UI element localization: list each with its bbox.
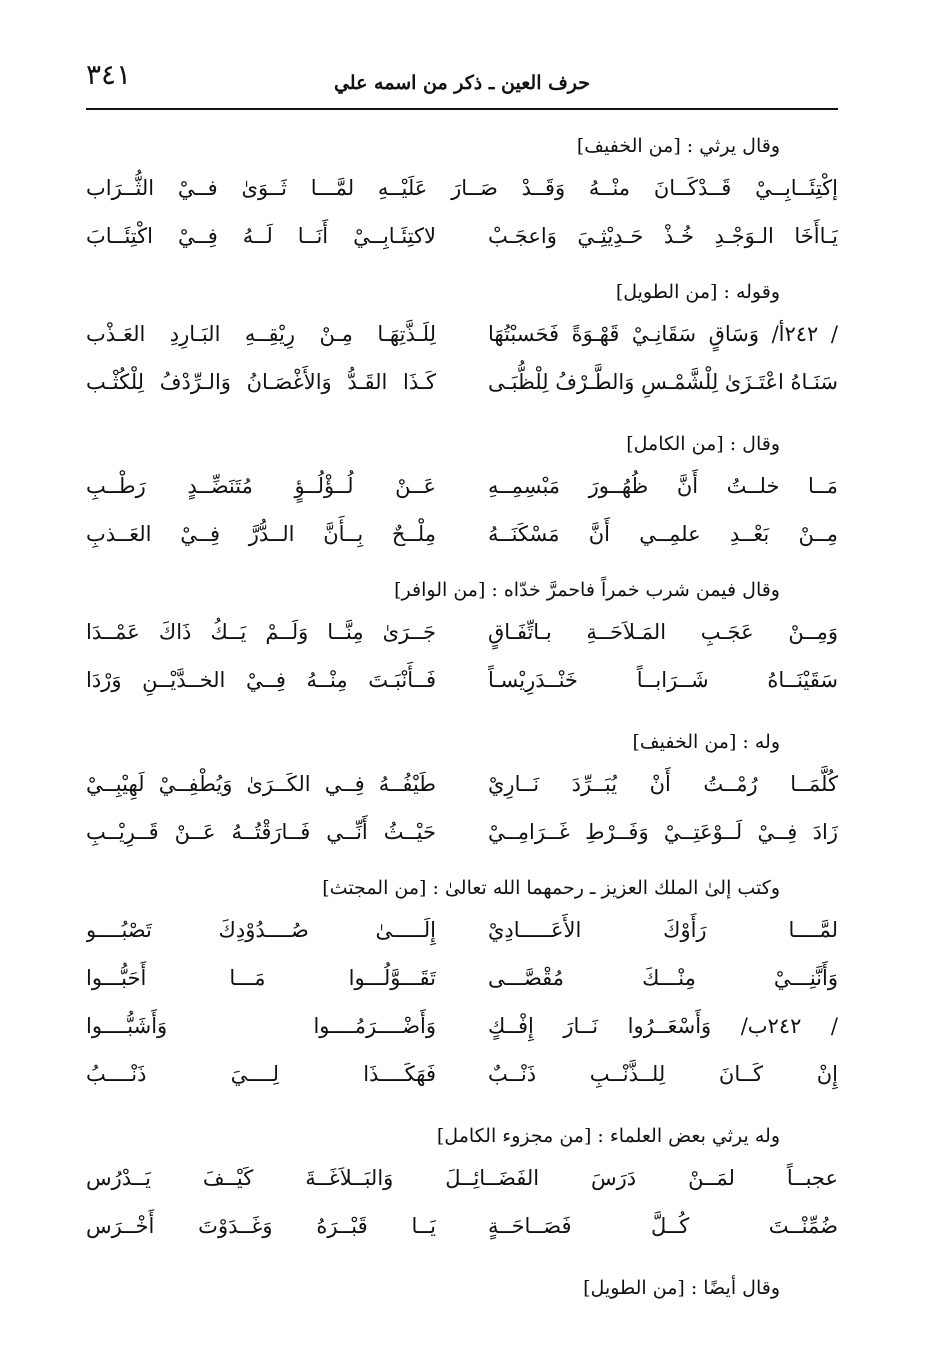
verse-first-hemistich: مِــنْ بَعْــدِ علمِــي أَنَّ مَسْكَنَــهُ: [488, 522, 838, 546]
verse-second-hemistich: يَــا قَبْــرَهُ وَغَــدَوْتَ أَخْــرَس: [86, 1214, 436, 1238]
verse-second-hemistich: مِلْــحٌ بِــأَنَّ الــدُّرَّ فِــيْ العَــذبِ: [86, 522, 436, 546]
verse-first-hemistich: / ٢٤٢ب/ وَأَسْعَــرُوا نَــارَ إِفْــكٍ: [488, 1014, 838, 1038]
verse-line: [86, 164, 838, 212]
header-rule: [86, 108, 838, 110]
verse-first-hemistich: إِنْ كَــانَ لِلــذَّنْــبِ ذَنْــبٌ: [488, 1062, 838, 1086]
verse-second-hemistich: تَقَـــوَّلُـــوا مَـــا أَحَبُّـــوا: [86, 966, 436, 990]
verse-line: [86, 510, 838, 558]
verse-line: [86, 1002, 838, 1050]
verse-first-hemistich: لمَّــــا رَأَوْكَ الأَعَـــــادِيْ: [488, 918, 838, 942]
poem-intro: وقوله : [من الطويل]: [615, 281, 780, 303]
poem-intro: وله : [من الخفيف]: [632, 731, 780, 753]
verse-line: [86, 656, 838, 704]
verse-second-hemistich: كَـذَا القَـدُّ وَالأَغْصَـانُ وَالـرِّدْفُ لِلْكُثْـب: [86, 370, 436, 394]
poem-intro: وقال : [من الكامل]: [626, 433, 780, 455]
verse-line: [86, 906, 838, 954]
verse-line: [86, 1202, 838, 1250]
verse-second-hemistich: طَيْفُــهُ فِــي الكَــرَىٰ وَيُطْفِــيْ لَهِيْبِــيْ: [86, 772, 436, 796]
verse-second-hemistich: عَــنْ لُــؤْلُــؤٍ مُتَنَضِّــدٍ رَطْــبِ: [86, 474, 436, 498]
verse-first-hemistich: كُلَّمَــا رُمْــتُ أَنْ يُبَــرِّدَ نَــارِيْ: [488, 772, 838, 796]
verse-line: [86, 358, 838, 406]
verse-second-hemistich: فَهَكَــــذَا لِــــيَ ذَنْــــبُ: [86, 1062, 436, 1086]
verse-line: [86, 760, 838, 808]
verse-second-hemistich: وَأَضْــــرَمُــــوا وَأَشَبُّــــوا: [86, 1014, 436, 1038]
verse-second-hemistich: فَــأَنْبَـتَ مِنْــهُ فِــيْ الخــدَّيْــنِ وَرْدَا: [86, 668, 436, 692]
verse-first-hemistich: سَنَـاهُ اعْتَـزَىٰ لِلْشَّمْـسِ وَالطَّـرْفُ لِلْظُّبَـى: [488, 370, 838, 394]
verse-first-hemistich: وَأَنَّنِـــيْ مِنْـــكَ مُقْصَّـــى: [488, 966, 838, 990]
verse-first-hemistich: ضُمِّنْــتَ كُــلَّ فَصَــاحَــةٍ: [488, 1214, 838, 1238]
verse-first-hemistich: وَمِــنْ عَجَـبِ المَـلاَحَــةِ بـاتِّفَـاقٍ: [488, 620, 838, 644]
verse-first-hemistich: / ٢٤٢أ/ وَسَاقٍ سَقَانِـيْ قَهْـوَةً فَحَسبْتُهَا: [488, 322, 838, 346]
verse-line: [86, 954, 838, 1002]
verse-full-line: عجبــاً لمَــنْ دَرَسَ الفَضَــائِــلَ وَالبَــلاَغَــةَ كَيْــفَ يَــدْرُس: [86, 1166, 838, 1190]
running-title: حرف العين ـ ذكر من اسمه علي: [333, 72, 591, 94]
poem-content: [86, 128, 838, 1306]
verse-second-hemistich: حَيْــثُ أَنِّــي فَــارَقْتُــهُ عَــنْ قَــرِيْــبِ: [86, 820, 436, 844]
verse-first-hemistich: مَــا خلــتُ أَنَّ ظُهُــورَ مَبْسِمِــهِ: [488, 474, 838, 498]
verse-second-hemistich: لاكتِئَـابِــيْ أَنَــا لَــهُ فِــيْ اكْتِئَــابَ: [86, 224, 436, 248]
verse-line: [86, 808, 838, 856]
verse-first-hemistich: يَـاأَخَا الـوَجْـدِ خُـذْ حَـدِيْثِـيَ وَاعجَـبْ: [488, 224, 838, 248]
verse-second-hemistich: لِلَـذَّتِهَـا مِـنْ رِيْقِــهِ البَـارِدِ العَـذْب: [86, 322, 436, 346]
verse-line: [86, 310, 838, 358]
verse-first-hemistich: زَادَ فِــيْ لَــوْعَتِــيْ وَفَــرْطِ غَــرَامِــيْ: [488, 820, 838, 844]
verse-line: [86, 462, 838, 510]
verse-second-hemistich: إِلَـــــىٰ صُــــدُوْدِكَ تَصْبُــــو: [86, 918, 436, 942]
verse-line: [86, 1154, 838, 1202]
verse-line: [86, 212, 838, 260]
page-number: ٣٤١: [86, 58, 132, 91]
verse-second-hemistich: جَــرَىٰ مِنَّــا وَلَــمْ يَــكُ ذَاكَ عَمْــدَا: [86, 620, 436, 644]
verse-full-line: إكْتِئَــابِــيْ قَــدْكَــانَ منْــهُ وَقَــدْ صَــارَ عَلَيْــهِ لمَّـــا ثَــوَىٰ فــيْ الثُّــرَاب: [86, 176, 838, 200]
poem-intro: وقال فيمن شرب خمراً فاحمرَّ خدّاه : [من الوافر]: [394, 579, 780, 601]
verse-line: [86, 608, 838, 656]
poem-intro: وله يرثي بعض العلماء : [من مجزوء الكامل]: [436, 1125, 780, 1147]
poem-intro: وكتب إلىٰ الملك العزيز ـ رحمهما الله تعالىٰ : [من المجتث]: [322, 877, 780, 899]
poem-intro: وقال يرثي : [من الخفيف]: [576, 135, 780, 157]
page-header: [86, 50, 838, 108]
verse-first-hemistich: سَقَيْنَــاهُ شَــرَابــاً خَنْــدَرِيْسـاً: [488, 668, 838, 692]
poem-intro: وقال أيضًا : [من الطويل]: [583, 1277, 780, 1299]
verse-line: [86, 1050, 838, 1098]
